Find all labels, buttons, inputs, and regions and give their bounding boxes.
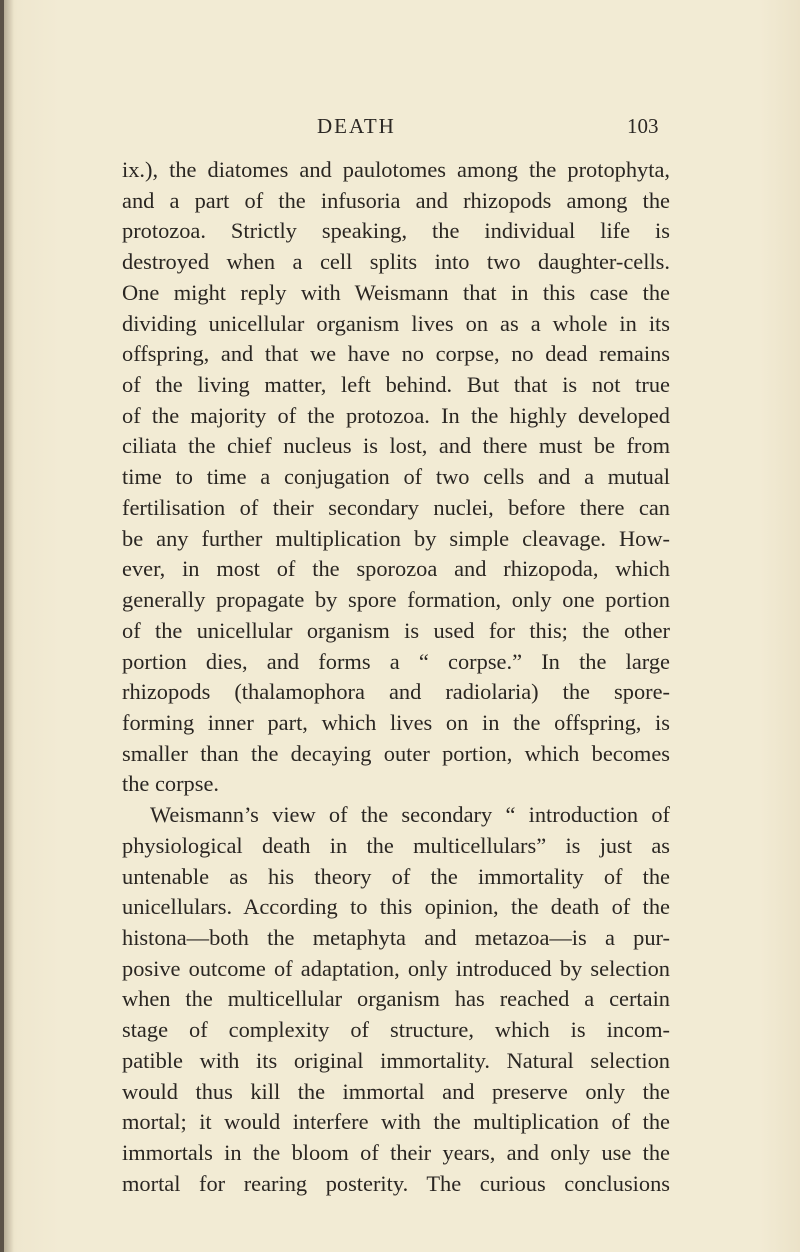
text-line: portion dies, and forms a “ corpse.” In the large [122, 648, 670, 674]
text-line: posive outcome of adaptation, only introduced by selection [122, 955, 670, 981]
text-line: destroyed when a cell splits into two daughter-cells. [122, 249, 670, 275]
body-text [122, 155, 670, 1199]
text-line: of the living matter, left behind. But that is not true [122, 372, 670, 398]
running-title: DEATH [317, 114, 396, 138]
text-line: unicellulars. According to this opinion, the death of the [122, 894, 670, 920]
text-line: be any further multiplication by simple cleavage. How- [122, 525, 670, 551]
text-line: ever, in most of the sporozoa and rhizopoda, which [122, 556, 670, 582]
text-line: mortal; it would interfere with the multiplication of the [122, 1109, 670, 1135]
text-line: fertilisation of their secondary nuclei, before there can [122, 494, 670, 520]
text-line: mortal for rearing posterity. The curious conclusions [122, 1170, 670, 1196]
running-head [0, 114, 800, 144]
binding-shadow [4, 0, 14, 1252]
text-line: and a part of the infusoria and rhizopods among the [122, 187, 670, 213]
text-line: immortals in the bloom of their years, and only use the [122, 1140, 670, 1165]
text-line: histona—both the metaphyta and metazoa—is a pur- [122, 924, 670, 950]
text-line: patible with its original immortality. Natural selection [122, 1047, 670, 1073]
text-line: untenable as his theory of the immortality of the [122, 863, 670, 889]
text-line: stage of complexity of structure, which is incom- [122, 1017, 670, 1043]
text-line: ciliata the chief nucleus is lost, and there must be from [122, 433, 670, 459]
text-line: protozoa. Strictly speaking, the individual life is [122, 218, 670, 244]
text-line: physiological death in the multicellulars” is just as [122, 832, 670, 858]
text-line: forming inner part, which lives on in the offspring, is [122, 709, 670, 735]
text-line: One might reply with Weismann that in this case the [122, 279, 670, 305]
page-number: 103 [627, 114, 659, 138]
text-line: when the multicellular organism has reached a certain [122, 986, 670, 1012]
text-line: rhizopods (thalamophora and radiolaria) the spore- [122, 679, 670, 705]
paragraph-start-line: Weismann’s view of the secondary “ introduction of [150, 802, 670, 828]
paragraph-end-line: the corpse. [122, 771, 219, 797]
text-line: of the majority of the protozoa. In the highly developed [122, 402, 670, 428]
text-line: offspring, and that we have no corpse, no dead remains [122, 341, 670, 367]
text-line: would thus kill the immortal and preserve only the [122, 1078, 670, 1104]
text-line: ix.), the diatomes and paulotomes among the protophyta, [122, 157, 670, 182]
text-line: generally propagate by spore formation, only one portion [122, 587, 670, 613]
text-line: smaller than the decaying outer portion, which becomes [122, 740, 670, 766]
text-line: dividing unicellular organism lives on as a whole in its [122, 310, 670, 336]
text-line: of the unicellular organism is used for this; the other [122, 617, 670, 643]
text-line: time to time a conjugation of two cells and a mutual [122, 464, 670, 490]
